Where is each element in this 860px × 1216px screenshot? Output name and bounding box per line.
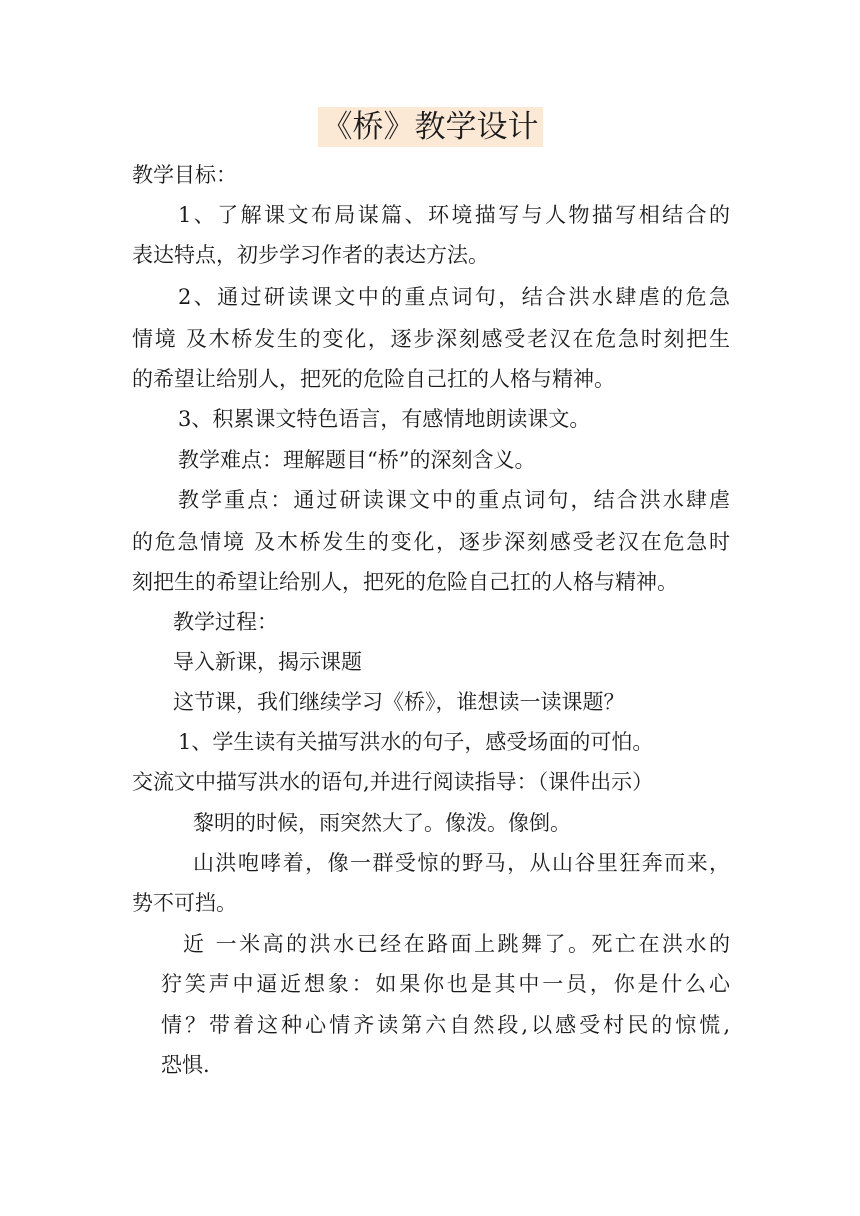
text-line: 教学重点：通过研读课文中的重点词句，结合洪水肆虐 — [178, 488, 730, 512]
document-title: 《桥》教学设计 — [318, 107, 543, 147]
text-line: 黎明的时候，雨突然大了。像泼。像倒。 — [193, 811, 571, 835]
text-line: 教学难点：理解题目“桥”的深刻含义。 — [178, 448, 536, 472]
text-line: 教学过程： — [173, 610, 278, 634]
text-line: 山洪咆哮着，像一群受惊的野马，从山谷里狂奔而来， — [193, 851, 730, 875]
text-line: 恐惧. — [161, 1053, 210, 1077]
text-line: 1、了解课文布局谋篇、环境描写与人物描写相结合的 — [178, 203, 730, 227]
text-line: 刻把生的希望让给别人，把死的危险自己扛的人格与精神。 — [132, 570, 678, 594]
text-line: 交流文中描写洪水的语句,并进行阅读指导：（课件出示） — [132, 770, 654, 794]
text-line: 近 一米高的洪水已经在路面上跳舞了。死亡在洪水的 — [183, 932, 730, 956]
text-line: 3、积累课文特色语言，有感情地朗读课文。 — [178, 407, 591, 431]
text-line: 情境 及木桥发生的变化，逐步深刻感受老汉在危急时刻把生 — [132, 327, 730, 351]
text-line: 导入新课，揭示课题 — [173, 650, 362, 674]
text-line: 表达特点，初步学习作者的表达方法。 — [132, 243, 489, 267]
text-line: 1、学生读有关描写洪水的句子，感受场面的可怕。 — [178, 730, 654, 754]
text-line: 2、通过研读课文中的重点词句，结合洪水肆虐的危急 — [178, 285, 730, 309]
title-wrap — [0, 107, 860, 147]
text-line: 势不可挡。 — [132, 891, 237, 915]
text-line: 情？带着这种心情齐读第六自然段,以感受村民的惊慌, — [161, 1013, 730, 1037]
text-line: 的危急情境 及木桥发生的变化，逐步深刻感受老汉在危急时 — [132, 530, 730, 554]
text-line: 这节课，我们继续学习《桥》，谁想读一读课题？ — [173, 690, 625, 714]
text-line: 狞笑声中逼近想象：如果你也是其中一员，你是什么心 — [161, 972, 730, 996]
text-line: 教学目标： — [132, 163, 237, 187]
text-line: 的希望让给别人，把死的危险自己扛的人格与精神。 — [132, 367, 615, 391]
